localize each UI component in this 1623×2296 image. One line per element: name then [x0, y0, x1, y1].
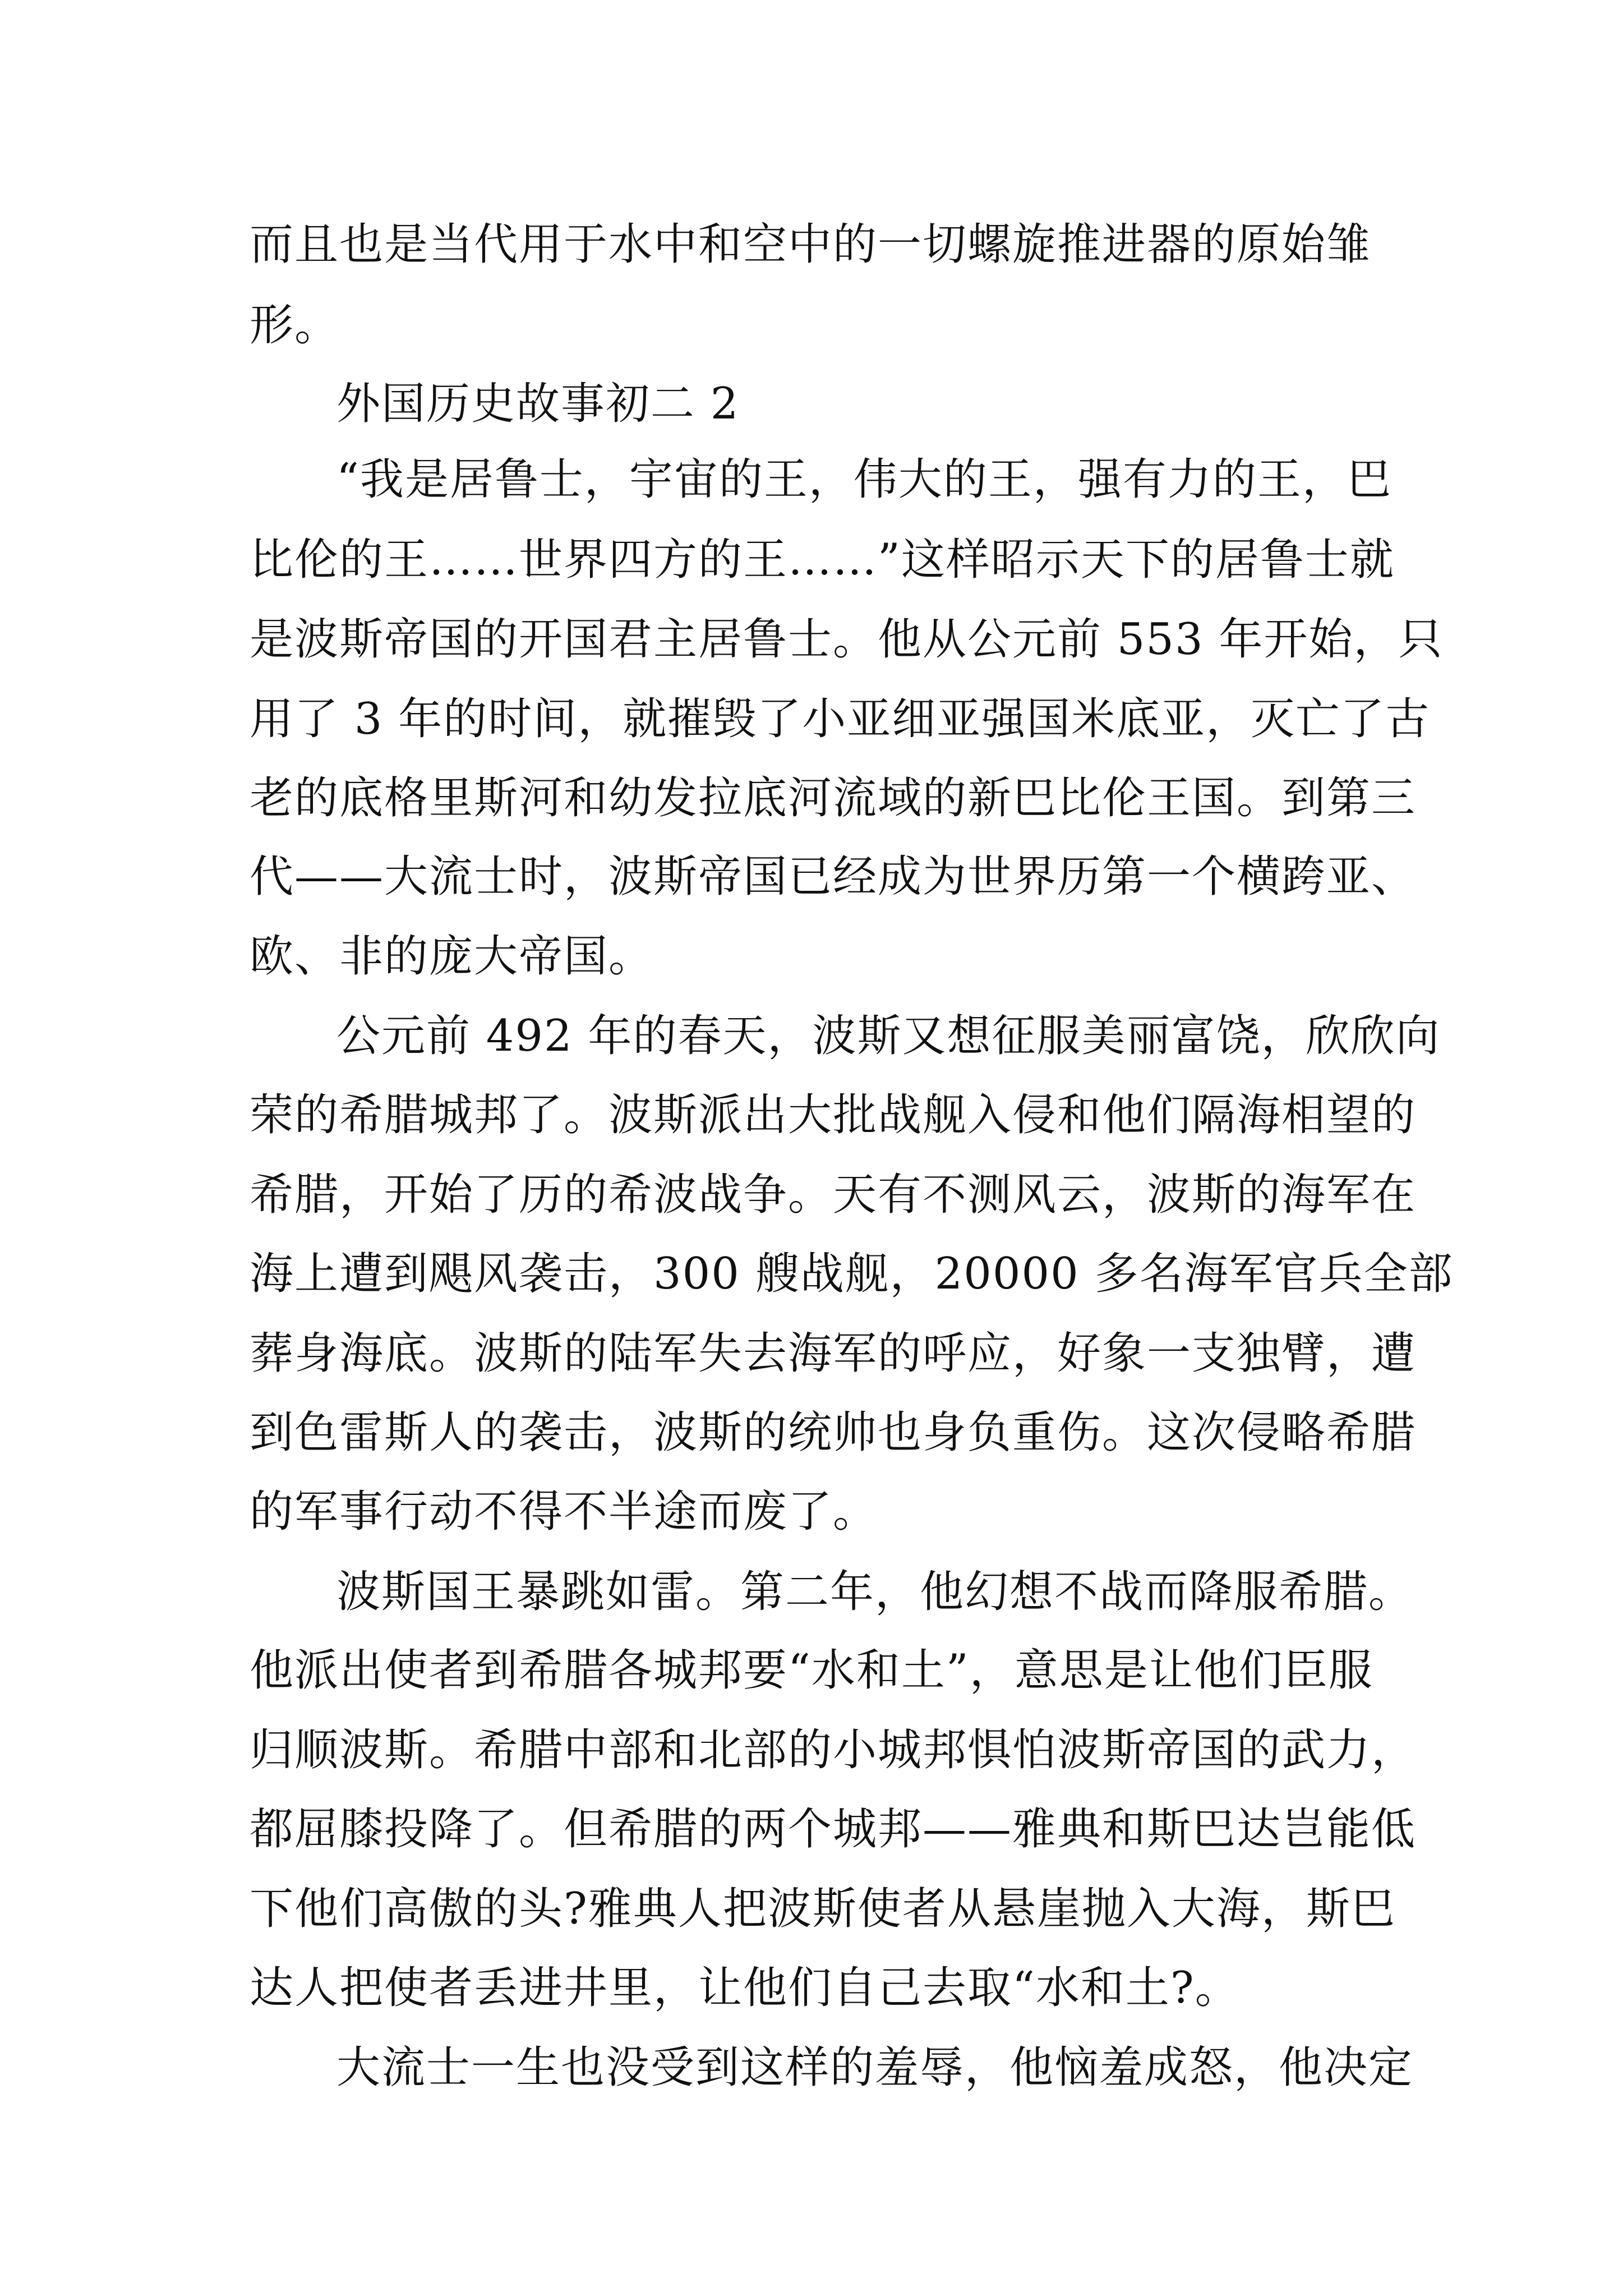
text-line: 下他们高傲的头?雅典人把波斯使者从悬崖抛入大海，斯巴 [250, 1884, 1396, 1934]
section-heading: 外国历史故事初二 2 [336, 379, 740, 429]
text-line: “我是居鲁士，宇宙的王，伟大的王，强有力的王，巴 [336, 454, 1392, 505]
text-line: 老的底格里斯河和幼发拉底河流域的新巴比伦王国。到第三 [250, 773, 1417, 823]
text-line: 欧、非的庞大帝国。 [250, 931, 654, 982]
text-line: 而且也是当代用于水中和空中的一切螺旋推进器的原始雏 [250, 219, 1372, 270]
text-line: 代——大流士时，波斯帝国已经成为世界历第一个横跨亚、 [250, 852, 1417, 902]
text-line: 是波斯帝国的开国君主居鲁士。他从公元前 553 年开始，只 [250, 614, 1444, 665]
text-line: 到色雷斯人的袭击，波斯的统帅也身负重伤。这次侵略希腊 [250, 1407, 1417, 1458]
text-line: 波斯国王暴跳如雷。第二年，他幻想不战而降服希腊。 [336, 1567, 1414, 1617]
text-line: 希腊，开始了历的希波战争。天有不测风云，波斯的海军在 [250, 1170, 1417, 1220]
text-line: 葬身海底。波斯的陆军失去海军的呼应，好象一支独臂，遭 [250, 1328, 1417, 1379]
text-line: 他派出使者到希腊各城邦要“水和土”，意思是让他们臣服 [250, 1645, 1373, 1696]
text-line: 达人把使者丢进井里，让他们自己去取“水和土?。 [250, 1963, 1240, 2013]
text-line: 荣的希腊城邦了。波斯派出大批战舰入侵和他们隔海相望的 [250, 1090, 1417, 1140]
text-line: 海上遭到飓风袭击，300 艘战舰，20000 多名海军官兵全部 [250, 1249, 1454, 1299]
text-line: 大流士一生也没受到这样的羞辱，他恼羞成怒，他决定 [336, 2042, 1414, 2093]
text-line: 形。 [250, 300, 340, 351]
text-line: 都屈膝投降了。但希腊的两个城邦——雅典和斯巴达岂能低 [250, 1804, 1417, 1855]
text-line: 用了 3 年的时间，就摧毁了小亚细亚强国米底亚，灭亡了古 [250, 694, 1431, 744]
text-line: 归顺波斯。希腊中部和北部的小城邦惧怕波斯帝国的武力， [250, 1725, 1417, 1775]
text-line: 比伦的王……世界四方的王……”这样昭示天下的居鲁士就 [250, 535, 1395, 585]
text-line: 的军事行动不得不半途而废了。 [250, 1487, 878, 1537]
text-line: 公元前 492 年的春天，波斯又想征服美丽富饶，欣欣向 [336, 1011, 1441, 1061]
